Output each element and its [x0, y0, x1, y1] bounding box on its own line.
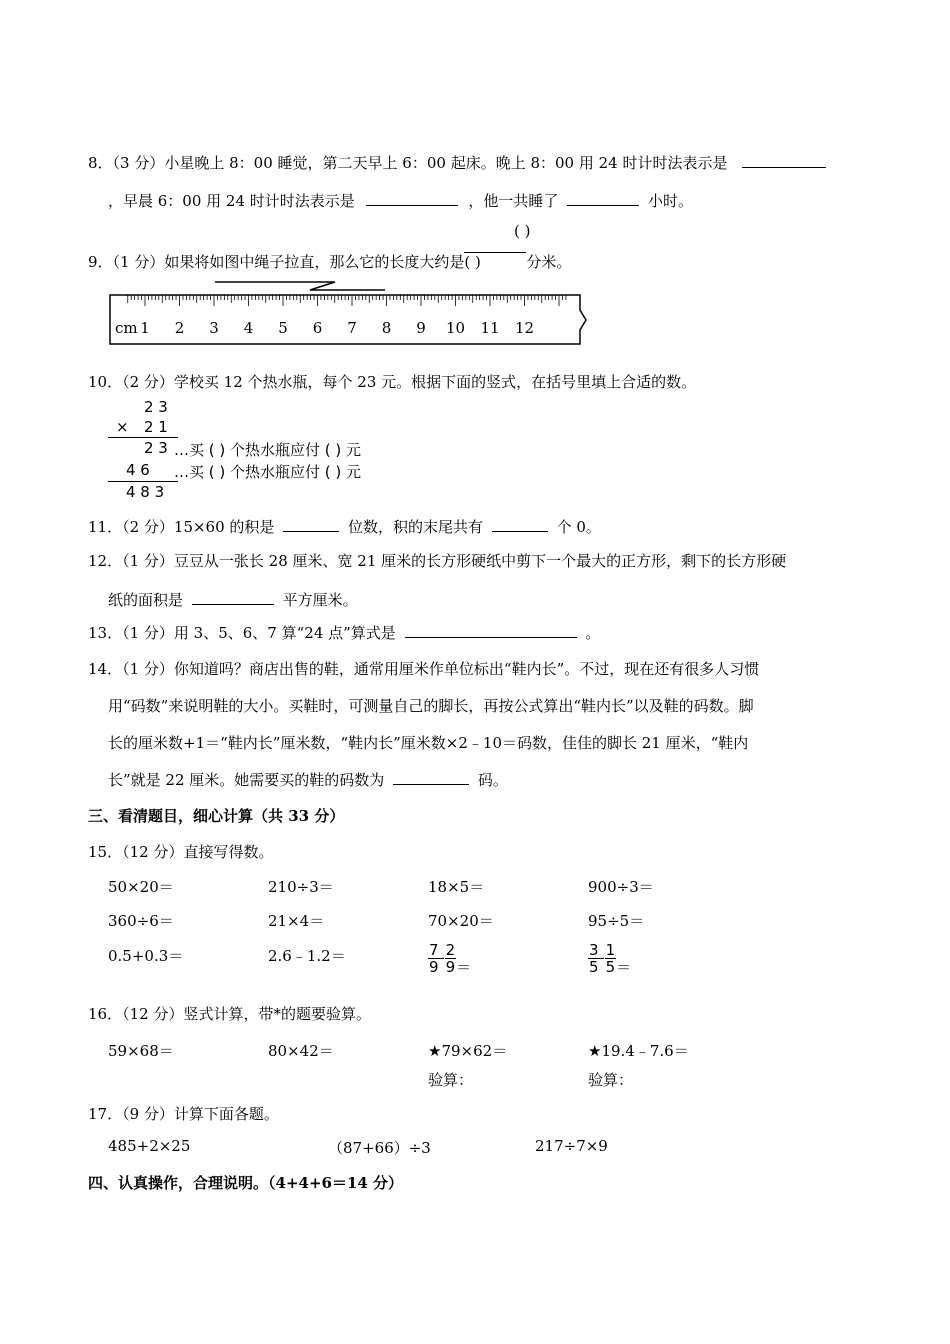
- q9-text: 9．（1 分）如果将如图中绳子拉直，那么它的长度大约是: [88, 253, 465, 271]
- q17-item-2[interactable]: （87+66）÷3: [328, 1139, 431, 1157]
- denominator: 9: [429, 958, 439, 976]
- q10-vertical-calc: [108, 398, 468, 503]
- ruler-label: 6: [312, 319, 323, 337]
- denominator: 9: [445, 958, 456, 976]
- ruler-label: 5: [278, 319, 288, 337]
- q8-text: 8．（3 分）小星晚上 8：00 睡觉，第二天早上 6：00 起床。晚上 8：00 用 24 时计时法表示是: [88, 154, 728, 172]
- minus-sign: -: [599, 948, 605, 967]
- calc-line-1: [108, 437, 178, 438]
- q11-blank-1[interactable]: [283, 517, 339, 532]
- q12-line1: 12．（1 分）豆豆从一张长 28 厘米、宽 21 厘米的长方形硬纸中剪下一个最大的正方形，剩下的长方形硬: [88, 552, 787, 570]
- q14-text-5: 码。: [477, 771, 508, 789]
- fraction: [428, 942, 440, 975]
- section-3-heading: 三、看清题目，细心计算（共 33 分）: [88, 807, 345, 825]
- q14-line1: 14．（1 分）你知道吗？商店出售的鞋，通常用厘米作单位标出“鞋内长”。不过，现在还有很多人习惯: [88, 660, 760, 678]
- q11-text-3: 个 0。: [556, 518, 601, 536]
- q14-line4: [108, 769, 508, 790]
- denominator: 5: [605, 958, 616, 976]
- ruler-label: 8: [381, 319, 392, 337]
- ruler-label: 10: [445, 319, 466, 337]
- ruler-label: 1: [140, 319, 150, 337]
- fraction: [605, 942, 617, 975]
- q15-fraction-expr-2[interactable]: [588, 942, 631, 978]
- q12-text-2: 纸的面积是: [108, 591, 184, 609]
- q11-line: [88, 516, 601, 537]
- calc-row1: 2 3: [144, 398, 168, 416]
- q16-item-1[interactable]: 59×68＝: [108, 1042, 174, 1060]
- q8-line2: [108, 190, 693, 211]
- section-4-heading: 四、认真操作，合理说明。（4+4+6＝14 分）: [88, 1174, 404, 1192]
- fraction: [588, 942, 600, 975]
- q16-check-4: 验算：: [588, 1071, 634, 1089]
- q8-blank-3[interactable]: [567, 191, 639, 206]
- ruler-unit-label: cm: [115, 319, 138, 337]
- q8-blank-2[interactable]: [366, 191, 458, 206]
- q8-text-4: 小时。: [647, 192, 693, 210]
- denominator: 5: [589, 958, 599, 976]
- fraction: [445, 942, 457, 975]
- q16-item-3[interactable]: ★79×62＝: [428, 1042, 508, 1060]
- minus-sign: -: [439, 948, 445, 967]
- q13-line: [88, 622, 600, 643]
- q15-r2c2[interactable]: 21×4＝: [268, 912, 325, 930]
- q9-paren-bottom: ( ): [464, 253, 481, 271]
- q15-r1c4[interactable]: 900÷3＝: [588, 878, 654, 896]
- numerator: 3: [589, 941, 599, 959]
- calc-row3: 2 3: [144, 439, 168, 457]
- ruler-figure: [105, 276, 595, 348]
- q11-blank-2[interactable]: [492, 517, 548, 532]
- q13-blank[interactable]: [405, 623, 577, 638]
- q15-r1c2[interactable]: 210÷3＝: [268, 878, 334, 896]
- q17-title: 17．（9 分）计算下面各题。: [88, 1105, 279, 1123]
- q12-blank[interactable]: [192, 590, 274, 605]
- ruler-label: 4: [243, 319, 254, 337]
- q11-text-2: 位数，积的末尾共有: [347, 518, 483, 536]
- q15-r3c1[interactable]: 0.5+0.3＝: [108, 947, 184, 965]
- ruler-label: 3: [209, 319, 219, 337]
- calc-line-2: [108, 481, 178, 482]
- rope: [215, 282, 385, 290]
- calc-row4-note[interactable]: …买 ( ) 个热水瓶应付 ( ) 元: [174, 463, 362, 481]
- calc-row3-note[interactable]: …买 ( ) 个热水瓶应付 ( ) 元: [174, 441, 362, 459]
- q13-text-1: 13．（1 分）用 3、5、6、7 算“24 点”算式是: [88, 624, 396, 642]
- q15-r1c1[interactable]: 50×20＝: [108, 878, 174, 896]
- q9-answer-box[interactable]: [464, 252, 526, 271]
- q16-title: 16．（12 分）竖式计算，带*的题要验算。: [88, 1005, 371, 1023]
- q11-text-1: 11．（2 分）15×60 的积是: [88, 518, 275, 536]
- q9-paren-top: ( ): [514, 222, 531, 240]
- q15-fraction-expr-1[interactable]: [428, 942, 471, 978]
- calc-row5: 4 8 3: [126, 483, 165, 501]
- q9-line: [88, 251, 571, 272]
- numerator: 1: [605, 941, 616, 959]
- calc-row4: 4 6: [126, 461, 150, 479]
- q16-item-2[interactable]: 80×42＝: [268, 1042, 334, 1060]
- q17-item-3[interactable]: 217÷7×9: [535, 1137, 608, 1155]
- q14-blank[interactable]: [393, 770, 469, 785]
- ruler-label: 2: [174, 319, 185, 337]
- q8-text-3: ，他一共睡了: [468, 192, 559, 210]
- q16-item-4[interactable]: ★19.4﹣7.6＝: [588, 1042, 689, 1060]
- q14-text-4: 长”就是 22 厘米。她需要买的鞋的码数为: [108, 771, 385, 789]
- q8-blank-1[interactable]: [742, 153, 826, 168]
- q15-title: 15．（12 分）直接写得数。: [88, 843, 274, 861]
- q8-line1: [88, 152, 826, 173]
- q15-r2c4[interactable]: 95÷5＝: [588, 912, 645, 930]
- q15-r1c3[interactable]: 18×5＝: [428, 878, 485, 896]
- q13-text-2: 。: [585, 624, 601, 642]
- q15-r3c2[interactable]: 2.6﹣1.2＝: [268, 947, 346, 965]
- equals-sign: ＝: [456, 958, 472, 977]
- q9-unit: 分米。: [526, 253, 572, 271]
- q15-r2c3[interactable]: 70×20＝: [428, 912, 494, 930]
- ruler-label: 9: [416, 319, 426, 337]
- q8-text-2: ，早晨 6：00 用 24 时计时法表示是: [108, 192, 355, 210]
- q14-line2: 用“码数”来说明鞋的大小。买鞋时，可测量自己的脚长，再按公式算出“鞋内长”以及鞋的码数。脚: [108, 697, 754, 715]
- q15-r2c1[interactable]: 360÷6＝: [108, 912, 174, 930]
- numerator: 7: [429, 941, 439, 959]
- q12-line2: [108, 589, 358, 610]
- q14-line3: 长的厘米数+1＝“鞋内长”厘米数，“鞋内长”厘米数×2﹣10＝码数，佳佳的脚长 21 厘米，“鞋内: [108, 734, 749, 752]
- ruler-label: 12: [514, 319, 535, 337]
- q16-check-3: 验算：: [428, 1071, 474, 1089]
- calc-row2: 2 1: [144, 418, 168, 436]
- ruler-label: 7: [347, 319, 357, 337]
- numerator: 2: [445, 941, 456, 959]
- q17-item-1[interactable]: 485+2×25: [108, 1137, 191, 1155]
- q10-text: 10．（2 分）学校买 12 个热水瓶，每个 23 元。根据下面的竖式，在括号里填上合适的数。: [88, 373, 697, 391]
- equals-sign: ＝: [616, 958, 632, 977]
- ruler-label: 11: [480, 319, 500, 337]
- q12-text-3: 平方厘米。: [282, 591, 358, 609]
- calc-op: ×: [116, 418, 129, 436]
